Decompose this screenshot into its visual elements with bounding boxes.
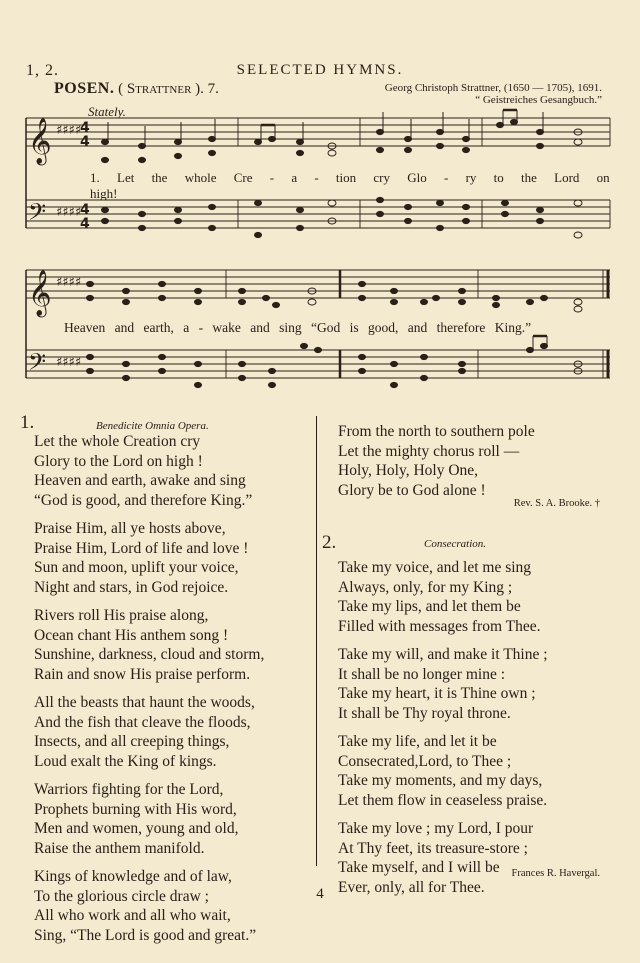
- composer-line1: Georg Christoph Strattner, (1650 — 1705), 1691.: [384, 82, 602, 94]
- verse-line: Let them flow in ceaseless praise.: [338, 791, 548, 809]
- composer-line2: “ Geistreiches Gesangbuch.”: [475, 94, 602, 106]
- music-lyric-line-2: Heaven and earth, a - wake and sing “God is good, and therefore King.”: [64, 320, 532, 335]
- bass-clef-icon: 𝄢: [28, 348, 47, 381]
- note-heads: [87, 110, 583, 388]
- verse-line: From the north to southern pole: [338, 423, 535, 440]
- stanza: [34, 693, 314, 771]
- verse-line: Sing, “The Lord is good and great.”: [34, 926, 257, 944]
- hymn-2-subtitle: Consecration.: [424, 538, 487, 550]
- page-title: SELECTED HYMNS.: [236, 62, 404, 78]
- verse-line: Always, only, for my King ;: [338, 578, 513, 596]
- stanza: [34, 780, 314, 858]
- stanza: [338, 732, 628, 810]
- tempo-marking: Stately.: [88, 104, 126, 119]
- verse-line: Let the whole Creation cry: [34, 433, 201, 450]
- hymn-1-attribution: Rev. S. A. Brooke. †: [513, 498, 600, 509]
- section-numbers: 1, 2.: [26, 62, 59, 79]
- clefs-and-signatures: [28, 118, 90, 381]
- verse-line: Ever, only, all for Thee.: [338, 878, 485, 896]
- verse-line: Take my lips, and let them be: [338, 598, 521, 615]
- treble-clef-icon: 𝄞: [28, 270, 52, 316]
- verse-line: Heaven and earth, awake and sing: [34, 472, 246, 489]
- verse-line: It shall be Thy royal throne.: [338, 704, 511, 722]
- verse-line: And the fish that cleave the floods,: [34, 713, 251, 731]
- verse-line: At Thy feet, its treasure-store ;: [338, 839, 528, 857]
- verse-line: Loud exalt the King of kings.: [34, 752, 217, 770]
- hymn-number: 1.: [20, 412, 35, 433]
- stanza: [34, 606, 314, 684]
- verse-line: “God is good, and therefore King.”: [34, 491, 253, 509]
- time-signature: 4: [80, 120, 90, 136]
- bass-clef-icon: 𝄢: [28, 198, 47, 231]
- hymn-2-text: [338, 558, 628, 906]
- tune-arranger: ( Strattner ).: [118, 81, 204, 97]
- tune-name: POSEN.: [54, 80, 115, 97]
- hymn-2-attribution: Frances R. Havergal.: [511, 868, 600, 879]
- column-divider: [316, 416, 317, 866]
- verse-line: Praise Him, Lord of life and love !: [34, 539, 249, 557]
- stanza: [338, 558, 628, 636]
- verse-line: Glory be to God alone !: [338, 481, 486, 499]
- hymn-2-number-wrap: [322, 532, 336, 554]
- verse-line: Night and stars, in God rejoice.: [34, 578, 229, 596]
- verse-line: Take my life, and let it be: [338, 733, 497, 750]
- hymn-1-text-continued: [338, 422, 628, 509]
- page-number: 4: [316, 886, 324, 902]
- verse-line: To the glorious circle draw ;: [34, 887, 209, 905]
- verse-line: It shall be no longer mine :: [338, 665, 506, 683]
- key-signature-sharps: ♯♯♯♯: [56, 275, 82, 290]
- verse-line: Praise Him, all ye hosts above,: [34, 520, 226, 537]
- verse-line: Consecrated,Lord, to Thee ;: [338, 752, 512, 770]
- key-signature-sharps: ♯♯♯♯: [56, 205, 82, 220]
- verse-line: Rivers roll His praise along,: [34, 607, 209, 624]
- hymn-number: 2.: [322, 532, 337, 553]
- verse-line: Sun and moon, uplift your voice,: [34, 559, 239, 576]
- verse-line: Filled with messages from Thee.: [338, 617, 541, 635]
- time-signature: 4: [80, 134, 90, 150]
- verse-line: Ocean chant His anthem song !: [34, 626, 229, 644]
- music-lyric-line-1: 1. Let the whole Cre - a - tion cry Glo - ry to the Lord on high!: [90, 170, 610, 201]
- hymn-1-subtitle: Benedicite Omnia Opera.: [96, 420, 209, 432]
- verse-line: Warriors fighting for the Lord,: [34, 781, 224, 798]
- time-signature: 4: [80, 216, 90, 232]
- verse-line: Raise the anthem manifold.: [34, 839, 205, 857]
- verse-line: Let the mighty chorus roll —: [338, 442, 520, 460]
- hymn-1-number: [20, 412, 34, 434]
- verse-line: Take my will, and make it Thine ;: [338, 646, 548, 663]
- tune-meter: 7.: [207, 81, 219, 97]
- verse-line: Glory to the Lord on high !: [34, 452, 203, 470]
- stanza: [338, 422, 628, 500]
- verse-line: Sunshine, darkness, cloud and storm,: [34, 646, 265, 663]
- stanza: [338, 645, 628, 723]
- verse-line: All the beasts that haunt the woods,: [34, 694, 255, 711]
- key-signature-sharps: ♯♯♯♯: [56, 355, 82, 370]
- treble-clef-icon: 𝄞: [28, 118, 52, 164]
- hymn-1-text: [34, 432, 314, 954]
- verse-line: Kings of knowledge and of law,: [34, 868, 232, 885]
- stanza: [34, 432, 314, 510]
- stanza: [34, 519, 314, 597]
- verse-line: Take myself, and I will be: [338, 859, 500, 876]
- key-signature-sharps: ♯♯♯♯: [56, 123, 82, 138]
- verse-line: Insects, and all creeping things,: [34, 733, 230, 750]
- verse-line: Take my moments, and my days,: [338, 772, 543, 789]
- verse-line: All who work and all who wait,: [34, 907, 231, 924]
- verse-line: Take my love ; my Lord, I pour: [338, 820, 534, 837]
- verse-line: Men and women, young and old,: [34, 820, 239, 837]
- verse-line: Prophets burning with His word,: [34, 800, 237, 818]
- staff-lines: [26, 118, 610, 378]
- time-signature: 4: [80, 202, 90, 218]
- verse-line: Holy, Holy, Holy One,: [338, 462, 479, 479]
- verse-line: Take my voice, and let me sing: [338, 559, 532, 576]
- verse-line: Rain and snow His praise perform.: [34, 665, 251, 683]
- verse-line: Take my heart, it is Thine own ;: [338, 685, 536, 702]
- stanza: [34, 867, 314, 945]
